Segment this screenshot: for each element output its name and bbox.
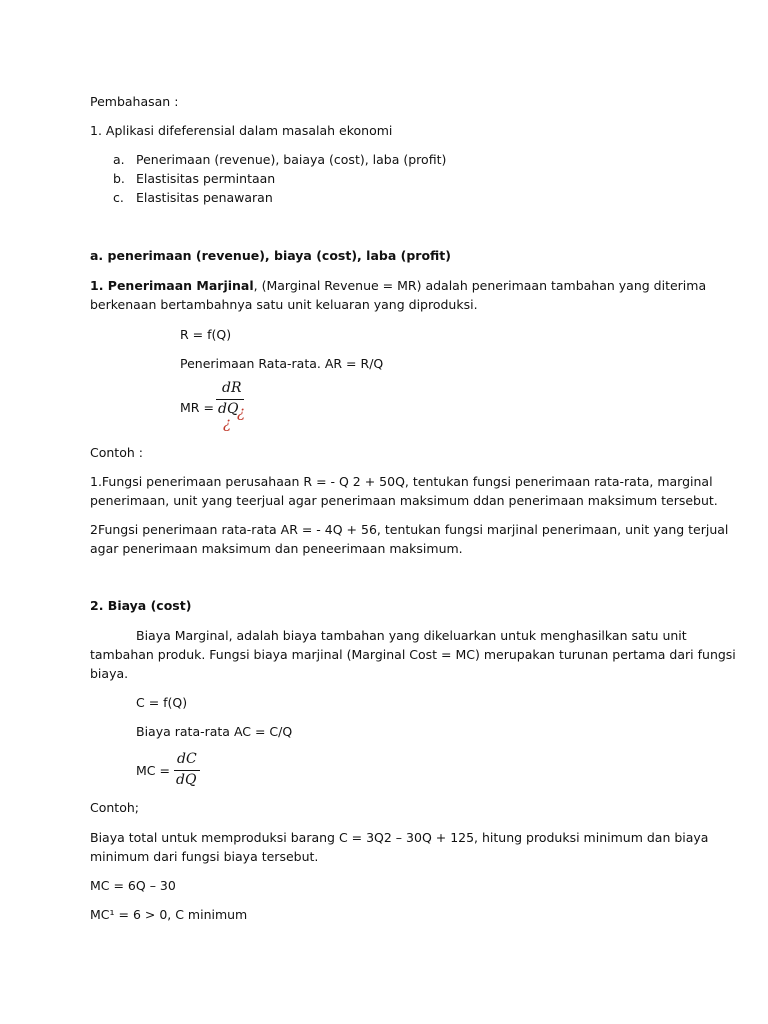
mr-paragraph-line1 <box>90 277 706 295</box>
mr-label: MR = <box>180 400 214 415</box>
mr-numerator: dR <box>222 380 242 396</box>
mc-numerator: dC <box>177 751 197 767</box>
formula-ac: Biaya rata-rata AC = C/Q <box>136 724 293 739</box>
biaya-para-line1: Biaya Marginal, adalah biaya tambahan yang dikeluarkan untuk menghasilkan satu unit <box>136 628 687 643</box>
biaya-para-line2: tambahan produk. Fungsi biaya marjinal (Marginal Cost = MC) merupakan turunan pertama dari fungsi <box>90 647 736 662</box>
example3-line1: Biaya total untuk memproduksi barang C = 3Q2 – 30Q + 125, hitung produksi minimum dan biaya <box>90 830 709 845</box>
example2-line1: 2Fungsi penerimaan rata-rata AR = - 4Q + 56, tentukan fungsi marjinal penerimaan, unit yang terjual <box>90 522 729 537</box>
formula-ar: Penerimaan Rata-rata. AR = R/Q <box>180 356 384 371</box>
list-item: Elastisitas penawaran <box>136 190 273 205</box>
biaya-title: 2. Biaya (cost) <box>90 598 192 613</box>
mr-term: 1. Penerimaan Marjinal <box>90 278 254 293</box>
fraction-bar <box>174 770 200 771</box>
subsection-a-title: a. penerimaan (revenue), biaya (cost), laba (profit) <box>90 248 451 263</box>
mc-result: MC = 6Q – 30 <box>90 878 176 893</box>
biaya-para-line3: biaya. <box>90 666 129 681</box>
list-item-marker: a. <box>113 152 125 167</box>
list-item: Elastisitas permintaan <box>136 171 276 186</box>
example3-line2: minimum dari fungsi biaya tersebut. <box>90 849 319 864</box>
example1-line2: penerimaan, unit yang teerjual agar penerimaan maksimum ddan penerimaan maksimum tersebut. <box>90 493 718 508</box>
formula-c: C = f(Q) <box>136 695 188 710</box>
list-item-marker: b. <box>113 171 125 186</box>
mr-definition: , (Marginal Revenue = MR) adalah penerimaan tambahan yang diterima <box>253 278 707 293</box>
mr-denominator: dQ <box>218 401 239 417</box>
symbol-artifact: ¿ <box>223 414 232 432</box>
list-item-marker: c. <box>113 190 124 205</box>
formula-r: R = f(Q) <box>180 327 232 342</box>
heading: Pembahasan : <box>90 94 179 109</box>
list-item: Penerimaan (revenue), baiaya (cost), laba (profit) <box>136 152 447 167</box>
mc-prime: MC¹ = 6 > 0, C minimum <box>90 907 248 922</box>
mc-label: MC = <box>136 763 170 778</box>
fraction-bar <box>216 399 244 400</box>
example2-line2: agar penerimaan maksimum dan peneerimaan maksimum. <box>90 541 463 556</box>
contoh-label: Contoh : <box>90 445 143 460</box>
example1-line1: 1.Fungsi penerimaan perusahaan R = - Q 2 + 50Q, tentukan fungsi penerimaan rata-rata, marginal <box>90 474 713 489</box>
contoh-label: Contoh; <box>90 800 139 815</box>
mr-paragraph-line2: berkenaan bertambahnya satu unit keluaran yang diproduksi. <box>90 297 478 312</box>
symbol-artifact: ¿ <box>237 403 246 421</box>
mc-denominator: dQ <box>176 772 197 788</box>
section1-title: 1. Aplikasi difeferensial dalam masalah ekonomi <box>90 123 393 138</box>
